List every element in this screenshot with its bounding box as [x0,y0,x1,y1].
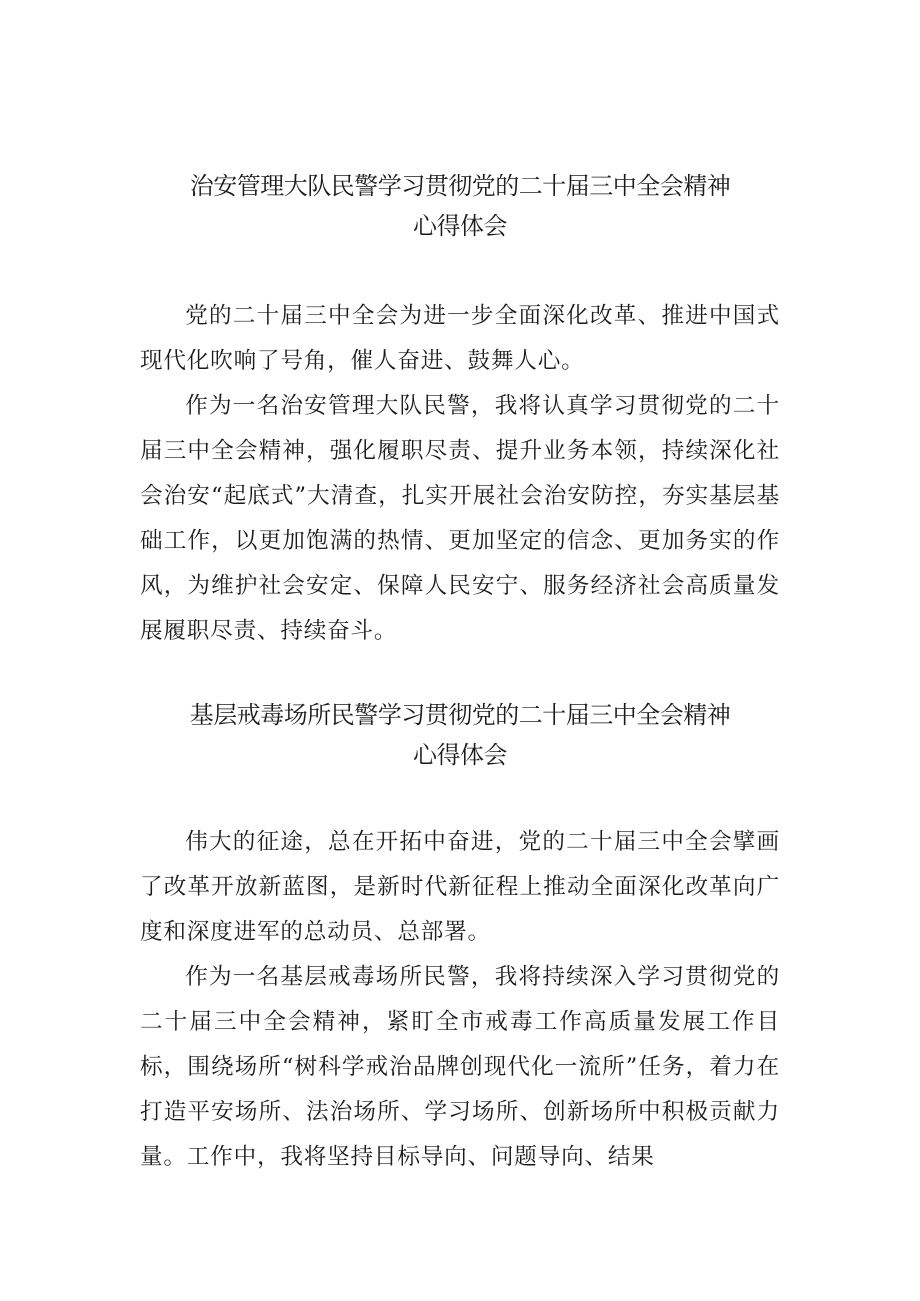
paragraph: 伟大的征途，总在开拓中奋进，党的二十届三中全会擘画了改革开放新蓝图，是新时代新征程上推动全面深化改革向广度和深度进军的总动员、总部署。 [140,829,780,945]
section-body-1 [140,294,780,654]
paragraph: 作为一名治安管理大队民警，我将认真学习贯彻党的二十届三中全会精神，强化履职尽责、提升业务本领，持续深化社会治安“起底式”大清查，扎实开展社会治安防控，夯实基层基础工作，以更加饱满的热情、更加坚定的信念、更加务实的作风，为维护社会安定、保障人民安宁、服务经济社会高质量发展履职尽责、持续奋斗。 [140,393,780,644]
paragraph: 作为一名基层戒毒场所民警，我将持续深入学习贯彻党的二十届三中全会精神，紧盯全市戒毒工作高质量发展工作目标，围绕场所“树科学戒治品牌创现代化一流所”任务，着力在打造平安场所、法治场所、学习场所、创新场所中积极贡献力量。工作中，我将坚持目标导向、问题导向、结果 [140,964,780,1170]
section-title-2-line-1: 基层戒毒场所民警学习贯彻党的二十届三中全会精神 [189,701,731,729]
section-title-1-line-2: 心得体会 [413,212,507,240]
section-title-1-line-1: 治安管理大队民警学习贯彻党的二十届三中全会精神 [189,172,731,200]
section-title-2 [140,695,780,775]
section-title-2-line-2: 心得体会 [413,741,507,769]
section-body-2 [140,820,780,1180]
section-title-1 [140,166,780,246]
paragraph: 党的二十届三中全会为进一步全面深化改革、推进中国式现代化吹响了号角，催人奋进、鼓舞人心。 [140,303,780,374]
